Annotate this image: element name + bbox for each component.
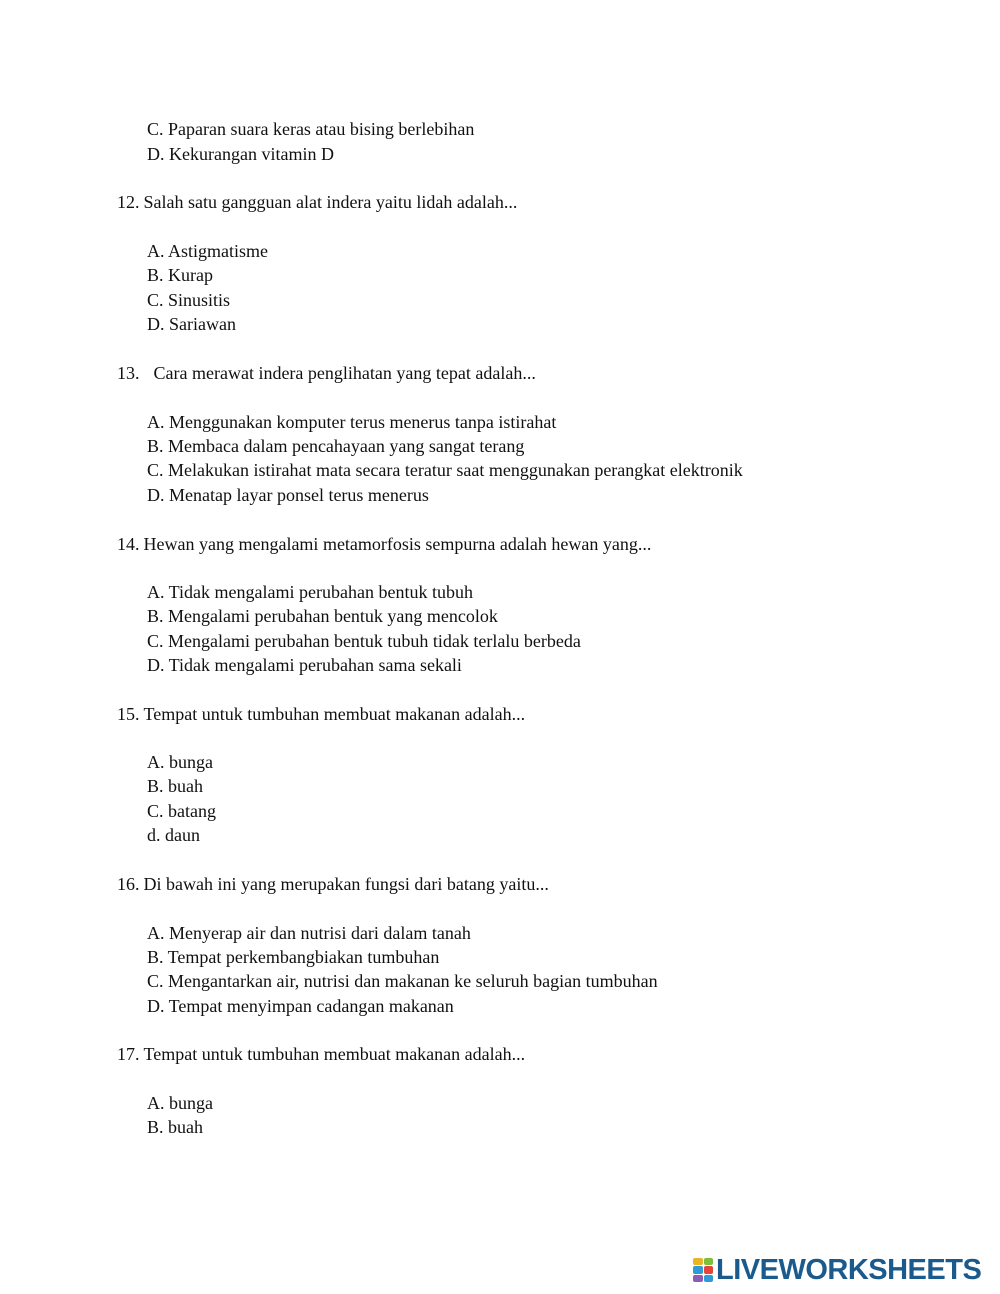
logo-block: [693, 1266, 703, 1273]
logo-block: [693, 1258, 703, 1265]
question-text: Tempat untuk tumbuhan membuat makanan adalah...: [143, 704, 526, 724]
q12-option-c: C. Sinusitis: [147, 290, 231, 310]
q12-option-b: B. Kurap: [147, 265, 213, 285]
question-text: Salah satu gangguan alat indera yaitu lidah adalah...: [143, 192, 518, 212]
q16-option-c: C. Mengantarkan air, nutrisi dan makanan ke seluruh bagian tumbuhan: [147, 971, 658, 991]
question-text: Di bawah ini yang merupakan fungsi dari batang yaitu...: [143, 874, 549, 894]
q12-option-a: A. Astigmatisme: [147, 241, 268, 261]
logo-block: [704, 1266, 714, 1273]
q13-option-c: C. Melakukan istirahat mata secara teratur saat menggunakan perangkat elektronik: [147, 460, 743, 480]
logo-block: [693, 1275, 703, 1282]
q16-option-d: D. Tempat menyimpan cadangan makanan: [147, 996, 454, 1016]
question-17: [117, 1042, 525, 1066]
liveworksheets-logo[interactable]: [693, 1255, 981, 1285]
question-text: Tempat untuk tumbuhan membuat makanan adalah...: [143, 1044, 526, 1064]
option-d-prev: D. Kekurangan vitamin D: [147, 144, 334, 164]
q12-option-d: D. Sariawan: [147, 314, 236, 334]
q15-option-c: C. batang: [147, 801, 216, 821]
question-13: [117, 361, 536, 385]
logo-text: LIVEWORKSHEETS: [716, 1254, 982, 1286]
question-number: 17.: [117, 1044, 140, 1064]
q14-option-c: C. Mengalami perubahan bentuk tubuh tidak terlalu berbeda: [147, 631, 581, 651]
liveworksheets-logo-icon: [693, 1258, 713, 1282]
option-c-prev: C. Paparan suara keras atau bising berlebihan: [147, 119, 475, 139]
question-number: 16.: [117, 874, 140, 894]
q13-option-a: A. Menggunakan komputer terus menerus tanpa istirahat: [147, 412, 557, 432]
question-12: [117, 190, 517, 214]
question-15: [117, 702, 525, 726]
q14-option-d: D. Tidak mengalami perubahan sama sekali: [147, 655, 462, 675]
q17-option-b: B. buah: [147, 1117, 203, 1137]
q13-option-b: B. Membaca dalam pencahayaan yang sangat terang: [147, 436, 525, 456]
q14-option-a: A. Tidak mengalami perubahan bentuk tubuh: [147, 582, 473, 602]
q16-option-a: A. Menyerap air dan nutrisi dari dalam tanah: [147, 923, 471, 943]
question-14: [117, 532, 651, 556]
logo-block: [704, 1258, 714, 1265]
question-number: 12.: [117, 192, 140, 212]
q15-option-b: B. buah: [147, 776, 203, 796]
q13-option-d: D. Menatap layar ponsel terus menerus: [147, 485, 429, 505]
q15-option-a: A. bunga: [147, 752, 213, 772]
question-text: Hewan yang mengalami metamorfosis sempurna adalah hewan yang...: [143, 534, 652, 554]
logo-block: [704, 1275, 714, 1282]
q15-option-d: d. daun: [147, 825, 200, 845]
q17-option-a: A. bunga: [147, 1093, 213, 1113]
question-16: [117, 872, 549, 896]
q14-option-b: B. Mengalami perubahan bentuk yang mencolok: [147, 606, 498, 626]
question-number: 14.: [117, 534, 140, 554]
q16-option-b: B. Tempat perkembangbiakan tumbuhan: [147, 947, 440, 967]
question-number: 15.: [117, 704, 140, 724]
question-text: Cara merawat indera penglihatan yang tepat adalah...: [153, 363, 536, 383]
question-number: 13.: [117, 363, 140, 383]
